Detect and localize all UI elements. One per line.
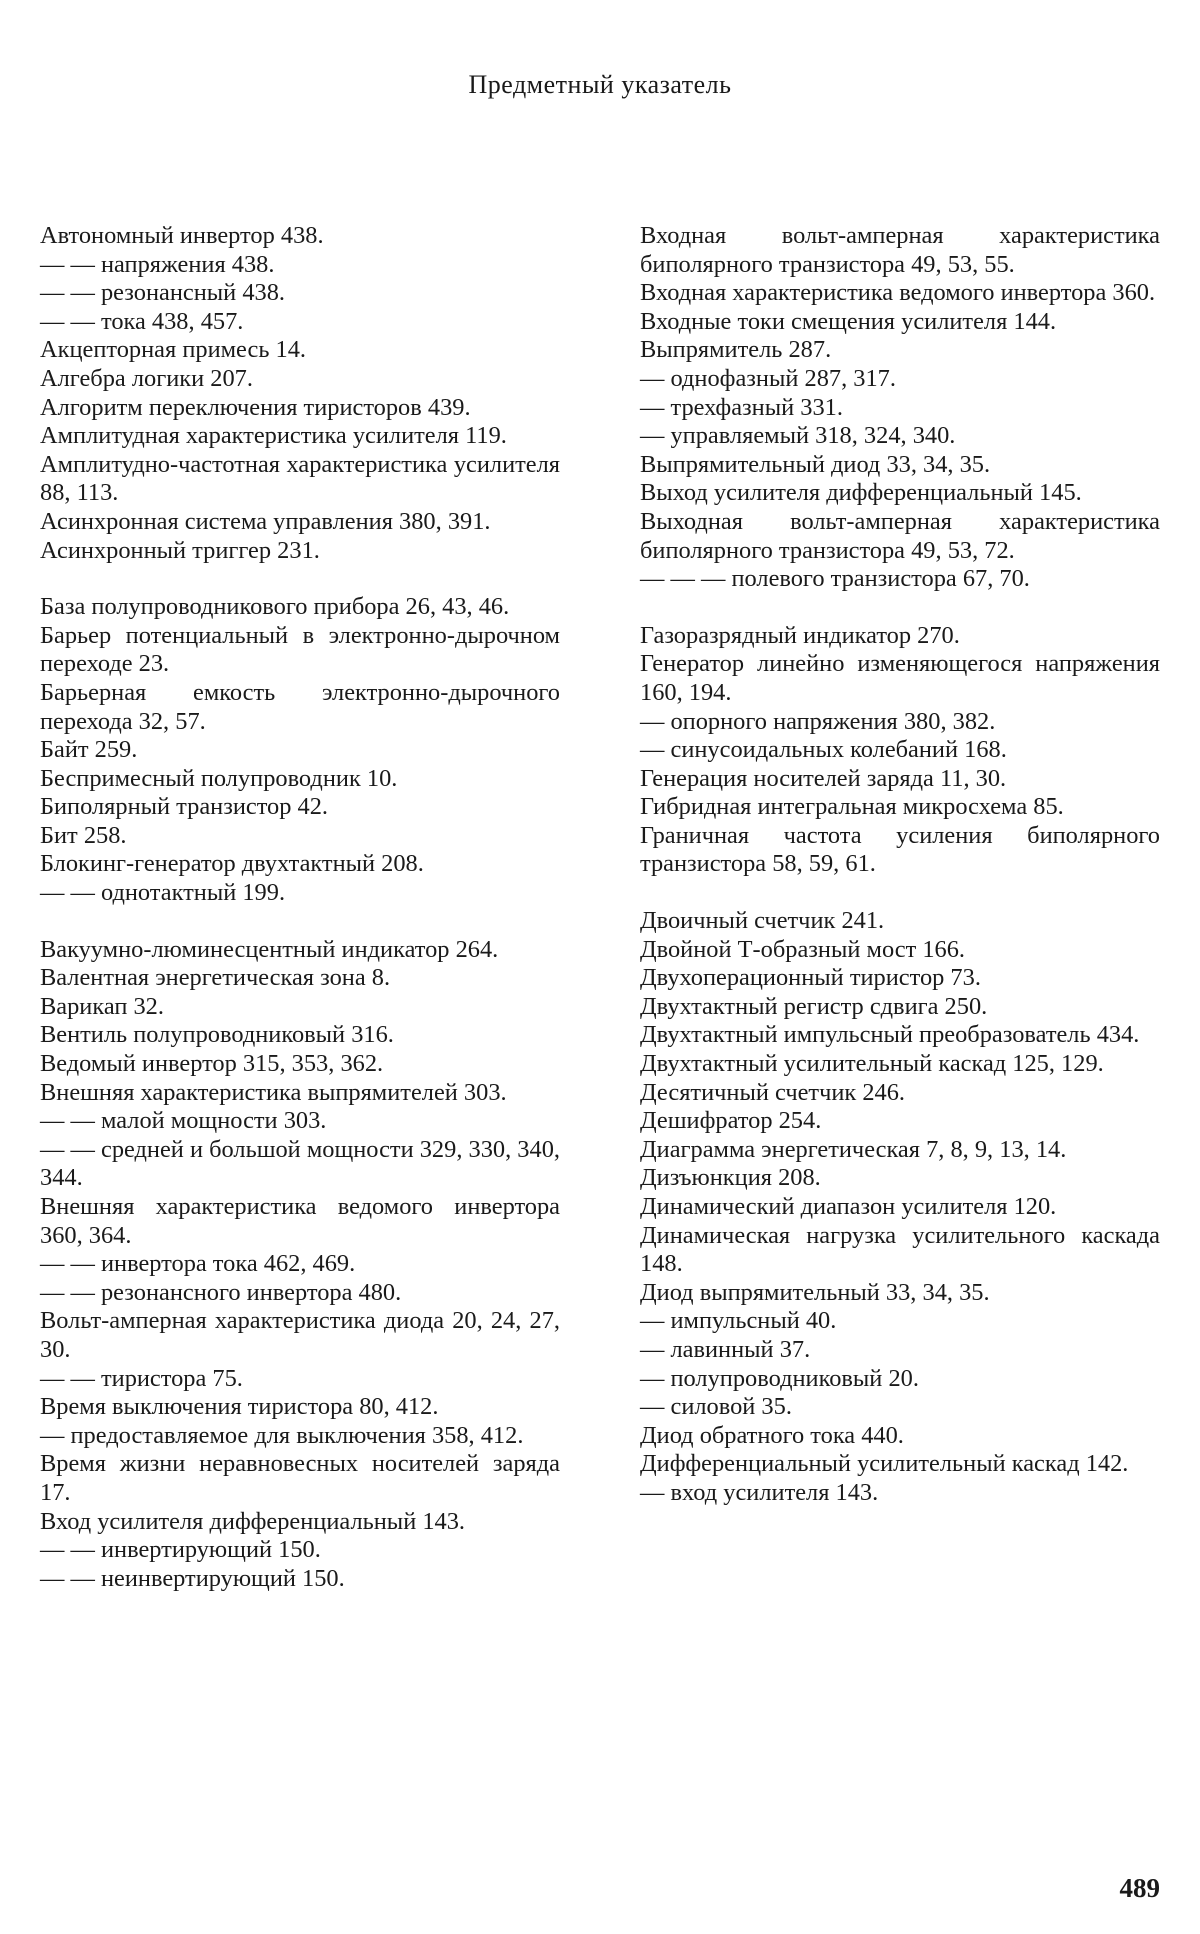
index-entry: — — резонансный 438. (40, 279, 286, 307)
index-entry: — предоставляемое для выключения 358, 412. (40, 1421, 524, 1449)
index-entry: — трехфазный 331. (640, 393, 843, 421)
index-entry: — — средней и большой мощности 329, 330, 340, 344. (40, 1135, 560, 1192)
index-entry: — опорного напряжения 380, 382. (640, 707, 996, 735)
index-entry: Диод обратного тока 440. (640, 1421, 904, 1449)
page-header-title: Предметный указатель (468, 70, 732, 99)
index-entry: Диаграмма энергетическая 7, 8, 9, 13, 14. (640, 1135, 1067, 1163)
index-entry: — силовой 35. (640, 1393, 792, 1421)
index-entry: Входные токи смещения усилителя 144. (640, 307, 1057, 335)
index-entry: Время жизни неравновесных носителей заряда 17. (40, 1450, 560, 1506)
index-entry: Выпрямитель 287. (640, 336, 832, 364)
index-entry: — — тока 438, 457. (40, 307, 244, 335)
index-entry: Двухтактный регистр сдвига 250. (640, 992, 988, 1020)
index-entry: — — тиристора 75. (40, 1364, 243, 1392)
index-entry: — — однотактный 199. (40, 879, 286, 907)
index-entry: Дизъюнкция 208. (640, 1164, 821, 1192)
page-number: 489 (1119, 1873, 1160, 1903)
index-entry: Выход усилителя дифференциальный 145. (640, 479, 1082, 507)
index-entry: Внешняя характеристика ведомого инвертора 360, 364. (40, 1193, 560, 1249)
index-entry: Асинхронный триггер 231. (40, 536, 320, 564)
index-entry: — — неинвертирующий 150. (40, 1564, 345, 1592)
index-entry: — — инвертирующий 150. (40, 1536, 321, 1564)
index-entry: Байт 259. (40, 736, 138, 764)
index-entry: Ведомый инвертор 315, 353, 362. (40, 1050, 384, 1078)
index-entry: Выпрямительный диод 33, 34, 35. (640, 450, 991, 478)
index-entry: Динамическая нагрузка усилительного каскада 148. (640, 1221, 1160, 1278)
index-entry: Дифференциальный усилительный каскад 142. (640, 1450, 1129, 1478)
index-entry: Асинхронная система управления 380, 391. (40, 507, 491, 535)
index-entry: Внешняя характеристика выпрямителей 303. (40, 1078, 507, 1106)
index-entry: Вольт-амперная характеристика диода 20, 24, 27, 30. (40, 1307, 560, 1363)
index-entry: Динамический диапазон усилителя 120. (640, 1193, 1057, 1220)
index-entry: — — резонансного инвертора 480. (40, 1278, 402, 1306)
index-entry: — управляемый 318, 324, 340. (640, 422, 956, 450)
index-entry: Валентная энергетическая зона 8. (40, 964, 391, 992)
index-entry: Вход усилителя дифференциальный 143. (40, 1507, 466, 1535)
index-entry: Вакуумно-люминесцентный индикатор 264. (40, 935, 499, 963)
index-entry: Блокинг-генератор двухтактный 208. (40, 850, 424, 878)
index-entry: — — инвертора тока 462, 469. (40, 1250, 356, 1278)
index-entry: Генератор линейно изменяющегося напряжения 160, 194. (640, 650, 1160, 706)
index-entry: — синусоидальных колебаний 168. (640, 736, 1007, 764)
index-entry: — полупроводниковый 20. (640, 1364, 919, 1392)
index-entry: Барьерная емкость электронно-дырочного перехода 32, 57. (40, 678, 560, 735)
index-entry: База полупроводникового прибора 26, 43, 46. (40, 593, 510, 621)
index-entry: — — напряжения 438. (40, 250, 275, 278)
index-entry: Гибридная интегральная микросхема 85. (640, 793, 1064, 821)
index-entry: — — — полевого транзистора 67, 70. (640, 565, 1030, 593)
index-entry: Диод выпрямительный 33, 34, 35. (640, 1278, 990, 1306)
index-entry: Вентиль полупроводниковый 316. (40, 1021, 394, 1049)
index-entry: Амплитудная характеристика усилителя 119. (40, 422, 507, 450)
index-entry: — вход усилителя 143. (640, 1478, 879, 1506)
index-entry: Двухоперационный тиристор 73. (640, 964, 981, 992)
index-entry: — однофазный 287, 317. (640, 364, 896, 392)
index-entry: Выходная вольт-амперная характеристика биполярного транзистора 49, 53, 72. (640, 507, 1160, 564)
index-entry: Алгебра логики 207. (40, 364, 253, 392)
index-entry: Амплитудно-частотная характеристика усилителя 88, 113. (40, 450, 560, 507)
index-entry: Газоразрядный индикатор 270. (640, 621, 960, 649)
index-entry: Десятичный счетчик 246. (640, 1078, 906, 1106)
index-column-right (640, 222, 1160, 1508)
index-entry: Двойной Т-образный мост 166. (640, 935, 966, 963)
index-entry: Беспримесный полупроводник 10. (40, 764, 398, 792)
index-entry: Дешифратор 254. (640, 1107, 822, 1135)
index-entry: Время выключения тиристора 80, 412. (40, 1393, 439, 1421)
index-entry: Граничная частота усиления биполярного транзистора 58, 59, 61. (640, 821, 1160, 878)
index-entry: — — малой мощности 303. (40, 1107, 327, 1135)
index-entry: Входная характеристика ведомого инвертора 360. (640, 279, 1156, 307)
index-entry: Варикап 32. (40, 992, 164, 1020)
index-entry: Биполярный транзистор 42. (40, 793, 329, 821)
index-entry: Акцепторная примесь 14. (40, 336, 307, 364)
index-entry: Двухтактный усилительный каскад 125, 129. (640, 1050, 1104, 1078)
index-entry: Двоичный счетчик 241. (640, 907, 885, 935)
index-entry: Входная вольт-амперная характеристика биполярного транзистора 49, 53, 55. (640, 222, 1160, 278)
index-entry: — импульсный 40. (640, 1307, 837, 1335)
index-entry: — лавинный 37. (640, 1335, 811, 1363)
index-column-left (40, 222, 560, 1593)
index-entry: Барьер потенциальный в электронно-дырочном переходе 23. (40, 621, 560, 678)
index-entry: Генерация носителей заряда 11, 30. (640, 764, 1007, 792)
index-entry: Автономный инвертор 438. (40, 222, 324, 249)
index-entry: Алгоритм переключения тиристоров 439. (40, 393, 471, 421)
index-entry: Бит 258. (40, 821, 127, 849)
index-entry: Двухтактный импульсный преобразователь 434. (640, 1021, 1140, 1049)
